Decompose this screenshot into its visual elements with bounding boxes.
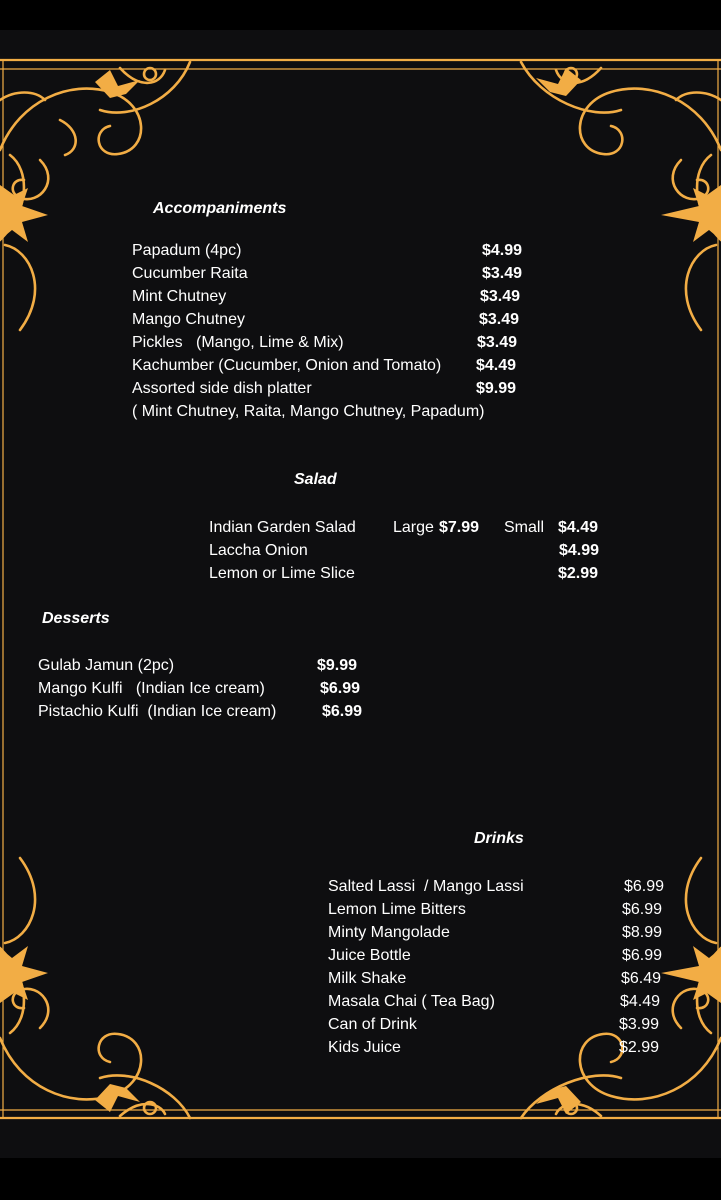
corner-ornament-bottom-left [0, 858, 190, 1118]
item-name: Kachumber (Cucumber, Onion and Tomato) [132, 357, 442, 374]
list-item [328, 990, 688, 1013]
small-label: Small [504, 519, 545, 536]
item-price: $9.99 [317, 657, 358, 674]
item-price: $4.49 [476, 357, 517, 374]
item-name: Can of Drink [328, 1016, 417, 1033]
item-price: $6.99 [320, 680, 361, 697]
item-price: $3.49 [479, 311, 520, 328]
menu-page [0, 30, 721, 1158]
item-price: $4.99 [559, 542, 600, 559]
item-name: Masala Chai ( Tea Bag) [328, 993, 495, 1010]
item-price: $4.49 [620, 993, 661, 1010]
large-price: $7.99 [439, 519, 480, 536]
list-item [132, 285, 552, 308]
drinks-heading: Drinks [474, 830, 524, 847]
list-item [328, 875, 688, 898]
item-name: Papadum (4pc) [132, 242, 242, 259]
list-item [209, 562, 609, 585]
item-name: Pickles (Mango, Lime & Mix) [132, 334, 344, 351]
item-name: Mango Kulfi (Indian Ice cream) [38, 680, 265, 697]
item-name: Indian Garden Salad [209, 519, 356, 536]
item-name: Mango Chutney [132, 311, 245, 328]
list-item [328, 1036, 688, 1059]
item-price: $6.99 [622, 947, 663, 964]
list-item [132, 354, 552, 377]
item-price: $9.99 [476, 380, 517, 397]
item-name: Lemon Lime Bitters [328, 901, 466, 918]
small-price: $4.49 [558, 519, 599, 536]
item-name: Kids Juice [328, 1039, 401, 1056]
list-item [209, 539, 609, 562]
desserts-list [38, 654, 378, 723]
salad-heading: Salad [294, 471, 337, 488]
item-price: $3.49 [480, 288, 521, 305]
item-price: $2.99 [558, 565, 599, 582]
large-label: Large [393, 519, 434, 536]
accompaniments-heading: Accompaniments [153, 200, 287, 217]
item-name: Mint Chutney [132, 288, 227, 305]
list-item [38, 654, 378, 677]
list-item [328, 967, 688, 990]
list-item [38, 677, 378, 700]
list-item [328, 921, 688, 944]
item-price: $4.99 [482, 242, 523, 259]
item-name: Pistachio Kulfi (Indian Ice cream) [38, 703, 277, 720]
item-price: $6.99 [622, 901, 663, 918]
list-item [132, 239, 552, 262]
item-price: $3.49 [482, 265, 523, 282]
item-name: Laccha Onion [209, 542, 308, 559]
item-name: Gulab Jamun (2pc) [38, 657, 175, 674]
item-name: Minty Mangolade [328, 924, 450, 941]
item-name: Milk Shake [328, 970, 407, 987]
list-item [209, 516, 609, 539]
item-name: Assorted side dish platter [132, 380, 312, 397]
list-item [328, 898, 688, 921]
item-name: Juice Bottle [328, 947, 411, 964]
item-name: Cucumber Raita [132, 265, 248, 282]
item-price: $3.49 [477, 334, 518, 351]
drinks-list [328, 875, 688, 1059]
list-item [328, 944, 688, 967]
list-item-note [132, 400, 552, 423]
item-price: $6.49 [621, 970, 662, 987]
accompaniments-list [132, 239, 552, 423]
item-price: $6.99 [624, 878, 665, 895]
item-name: Salted Lassi / Mango Lassi [328, 878, 524, 895]
list-item [132, 377, 552, 400]
list-item [38, 700, 378, 723]
desserts-heading: Desserts [42, 610, 110, 627]
item-name: Lemon or Lime Slice [209, 565, 355, 582]
item-price: $6.99 [322, 703, 363, 720]
list-item [328, 1013, 688, 1036]
list-item [132, 308, 552, 331]
list-item [132, 331, 552, 354]
item-price: $3.99 [619, 1016, 660, 1033]
platter-contents-note: ( Mint Chutney, Raita, Mango Chutney, Papadum) [132, 403, 485, 420]
item-price: $2.99 [619, 1039, 660, 1056]
item-price: $8.99 [622, 924, 663, 941]
list-item [132, 262, 552, 285]
salad-list [209, 516, 609, 585]
